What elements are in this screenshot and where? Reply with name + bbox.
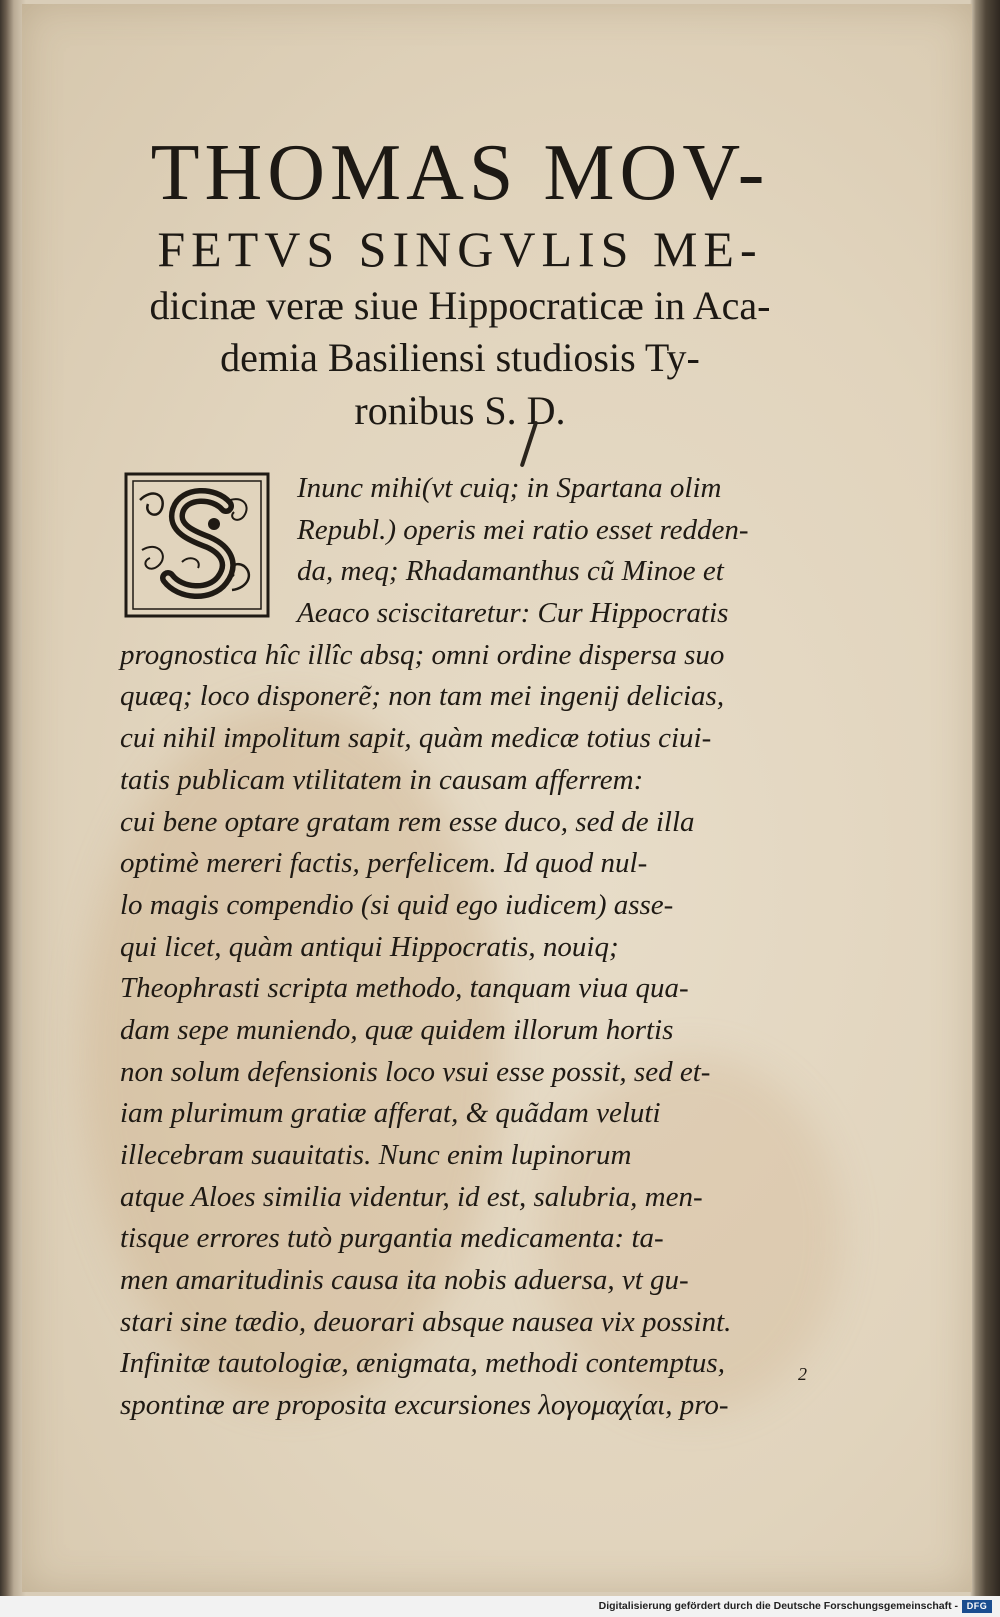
body-line: non solum defensionis loco vsui esse possit, sed et- [120, 1055, 711, 1088]
body-line: tatis publicam vtilitatem in causam afferrem: [120, 763, 644, 796]
footer-credit[interactable]: Digitalisierung gefördert durch die Deutsche Forschungsgemeinschaft - [598, 1600, 958, 1612]
body-line: Inunc mihi(vt cuiq; in Spartana olim [297, 472, 722, 504]
body-line: illecebram suauitatis. Nunc enim lupinorum [120, 1139, 632, 1171]
body-line: spontinæ are proposita excursiones λογομαχίαι, pro- [120, 1389, 729, 1422]
dfg-logo-icon[interactable]: DFG [962, 1600, 992, 1613]
title-line-3: dicinæ veræ siue Hippocraticæ in Aca- [149, 283, 771, 328]
body-line: cui nihil impolitum sapit, quàm medicæ totius ciui- [120, 722, 712, 755]
title-line-5: ronibus S. D. [354, 388, 566, 433]
body-line: iam plurimum gratiæ afferat, & quãdam veluti [120, 1097, 661, 1130]
body-line: qui licet, quàm antiqui Hippocratis, nouiq; [120, 930, 619, 963]
body-line: stari sine tædio, deuorari absque nausea vix possint. [120, 1305, 732, 1338]
title-line-4: demia Basiliensi studiosis Ty- [220, 335, 700, 380]
title-line-2: FETVS SINGVLIS ME- [157, 221, 763, 277]
body-line: tisque errores tutò purgantia medicamenta: ta- [120, 1222, 664, 1255]
body-line: quæq; loco disponerẽ; non tam mei ingenij delicias, [120, 680, 725, 713]
body-line: cui bene optare gratam rem esse duco, sed de illa [120, 805, 695, 838]
body-line: prognostica hîc illîc absq; omni ordine dispersa suo [120, 638, 725, 671]
body-line: men amaritudinis causa ita nobis aduersa, vt gu- [120, 1264, 689, 1297]
body-line: Republ.) operis mei ratio esset redden- [297, 513, 749, 546]
catchword: 2 [798, 1364, 807, 1384]
body-line: Theophrasti scripta methodo, tanquam viua qua- [120, 972, 689, 1005]
body-line: Infinitæ tautologiæ, ænigmata, methodi contemptus, [120, 1347, 725, 1380]
body-line: dam sepe muniendo, quæ quidem illorum hortis [120, 1013, 674, 1046]
body-line: da, meq; Rhadamanthus cũ Minoe et [297, 555, 724, 588]
title-line-1: THOMAS MOV- [150, 129, 770, 217]
body-line: lo magis compendio (si quid ego iudicem) asse- [120, 888, 674, 921]
body-line: optimè mereri factis, perfelicem. Id quod nul- [120, 847, 648, 880]
body-line: atque Aloes similia videntur, id est, salubria, men- [120, 1180, 703, 1213]
body-text [120, 468, 820, 1427]
body-line: Aeaco sciscitaretur: Cur Hippocratis [297, 597, 729, 630]
title-block [100, 128, 820, 438]
